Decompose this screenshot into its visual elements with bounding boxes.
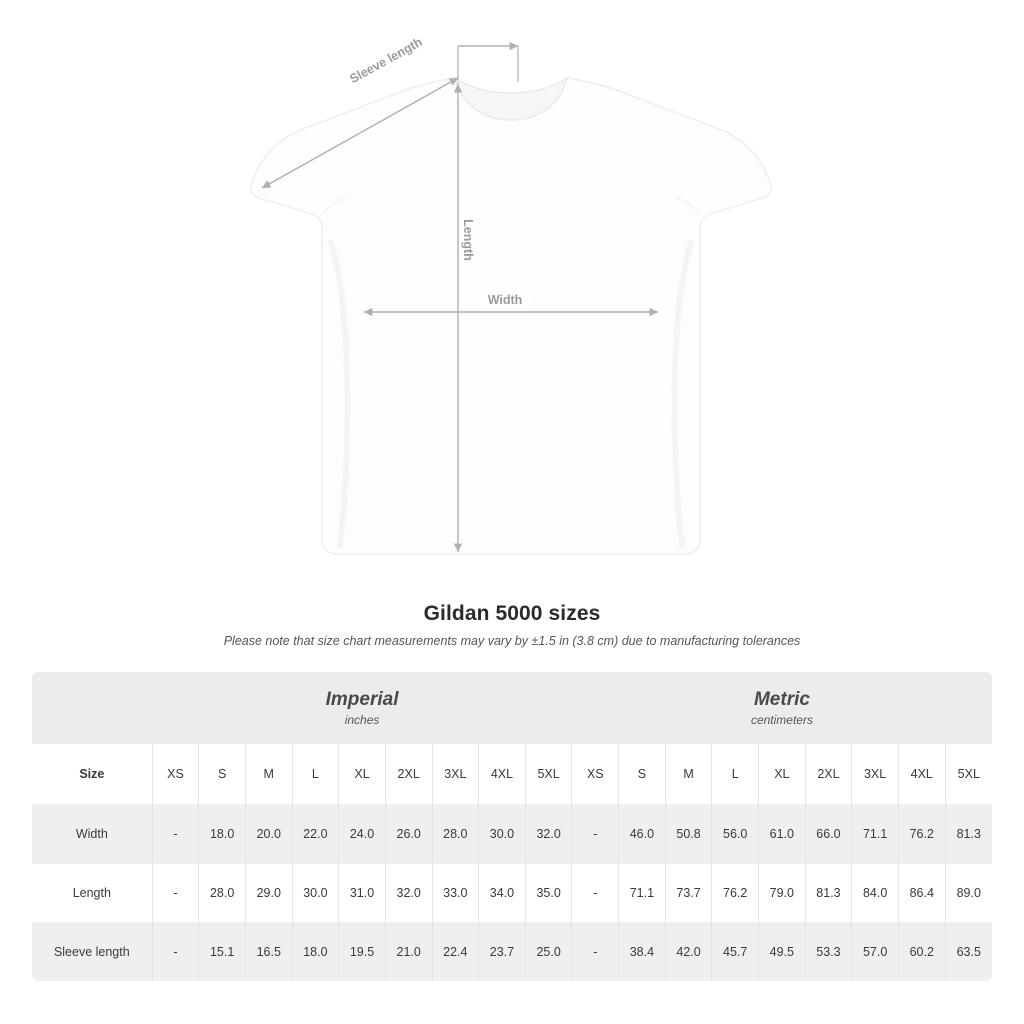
sleeve-imperial-4xl: 23.7	[479, 922, 526, 981]
sleeve-metric-4xl: 60.2	[898, 922, 945, 981]
size-imperial-3xl: 3XL	[432, 744, 479, 804]
sleeve-metric-m: 42.0	[665, 922, 712, 981]
sleeve-imperial-xl: 19.5	[339, 922, 386, 981]
width-metric-4xl: 76.2	[898, 804, 945, 863]
table-row	[32, 922, 992, 981]
width-imperial-l: 22.0	[292, 804, 339, 863]
width-metric-xs: -	[572, 804, 619, 863]
size-imperial-m: M	[245, 744, 292, 804]
table-row	[32, 804, 992, 863]
size-metric-4xl: 4XL	[898, 744, 945, 804]
width-metric-s: 46.0	[619, 804, 666, 863]
sleeve-metric-l: 45.7	[712, 922, 759, 981]
table-corner-cell	[32, 672, 152, 744]
length-metric-s: 71.1	[619, 863, 666, 922]
length-imperial-l: 30.0	[292, 863, 339, 922]
size-table-wrapper	[32, 672, 992, 981]
size-metric-l: L	[712, 744, 759, 804]
width-imperial-s: 18.0	[199, 804, 246, 863]
page-title: Gildan 5000 sizes	[423, 602, 601, 625]
width-imperial-4xl: 30.0	[479, 804, 526, 863]
system-name-metric: Metric	[753, 688, 810, 710]
size-metric-m: M	[665, 744, 712, 804]
sleeve-length-label: Sleeve length	[347, 34, 425, 87]
sleeve-imperial-s: 15.1	[199, 922, 246, 981]
sleeve-metric-2xl: 53.3	[805, 922, 852, 981]
size-metric-xs: XS	[572, 744, 619, 804]
width-metric-xl: 61.0	[759, 804, 806, 863]
size-imperial-s: S	[199, 744, 246, 804]
tshirt-shape	[251, 78, 771, 554]
sleeve-imperial-m: 16.5	[245, 922, 292, 981]
width-imperial-3xl: 28.0	[432, 804, 479, 863]
width-metric-m: 50.8	[665, 804, 712, 863]
system-header-row	[32, 672, 992, 744]
size-imperial-2xl: 2XL	[385, 744, 432, 804]
size-metric-xl: XL	[759, 744, 806, 804]
length-metric-5xl: 89.0	[945, 863, 992, 922]
length-imperial-2xl: 32.0	[385, 863, 432, 922]
length-metric-4xl: 86.4	[898, 863, 945, 922]
size-metric-2xl: 2XL	[805, 744, 852, 804]
length-imperial-xs: -	[152, 863, 199, 922]
length-metric-xl: 79.0	[759, 863, 806, 922]
sleeve-metric-xl: 49.5	[759, 922, 806, 981]
sleeve-imperial-3xl: 22.4	[432, 922, 479, 981]
length-metric-3xl: 84.0	[852, 863, 899, 922]
length-imperial-3xl: 33.0	[432, 863, 479, 922]
length-metric-l: 76.2	[712, 863, 759, 922]
system-header-metric	[572, 672, 992, 744]
width-label: Width	[487, 293, 523, 307]
length-label: Length	[461, 219, 475, 261]
width-imperial-xs: -	[152, 804, 199, 863]
system-header-imperial	[152, 672, 572, 744]
width-metric-l: 56.0	[712, 804, 759, 863]
row-label-width: Width	[32, 804, 152, 863]
length-imperial-xl: 31.0	[339, 863, 386, 922]
length-imperial-5xl: 35.0	[525, 863, 572, 922]
size-imperial-xs: XS	[152, 744, 199, 804]
system-name-imperial: Imperial	[325, 688, 399, 710]
length-imperial-4xl: 34.0	[479, 863, 526, 922]
sleeve-imperial-xs: -	[152, 922, 199, 981]
sleeve-metric-3xl: 57.0	[852, 922, 899, 981]
size-metric-5xl: 5XL	[945, 744, 992, 804]
sleeve-imperial-5xl: 25.0	[525, 922, 572, 981]
sleeve-metric-5xl: 63.5	[945, 922, 992, 981]
width-imperial-5xl: 32.0	[525, 804, 572, 863]
system-unit-metric: centimeters	[750, 713, 813, 728]
sleeve-imperial-l: 18.0	[292, 922, 339, 981]
row-label-length: Length	[32, 863, 152, 922]
system-unit-imperial: inches	[344, 713, 380, 728]
sleeve-metric-xs: -	[572, 922, 619, 981]
sleeve-imperial-2xl: 21.0	[385, 922, 432, 981]
tolerance-note: Please note that size chart measurements may vary by ±1.5 in (3.8 cm) due to manufacturing tolerances	[223, 634, 801, 648]
width-imperial-2xl: 26.0	[385, 804, 432, 863]
row-label-sleeve-length: Sleeve length	[32, 922, 152, 981]
length-metric-m: 73.7	[665, 863, 712, 922]
width-metric-3xl: 71.1	[852, 804, 899, 863]
size-imperial-5xl: 5XL	[525, 744, 572, 804]
width-metric-2xl: 66.0	[805, 804, 852, 863]
table-row	[32, 863, 992, 922]
length-imperial-s: 28.0	[199, 863, 246, 922]
size-imperial-l: L	[292, 744, 339, 804]
sleeve-metric-s: 38.4	[619, 922, 666, 981]
size-chart-table	[32, 672, 992, 981]
size-metric-3xl: 3XL	[852, 744, 899, 804]
size-imperial-xl: XL	[339, 744, 386, 804]
length-imperial-m: 29.0	[245, 863, 292, 922]
width-imperial-m: 20.0	[245, 804, 292, 863]
size-header-row	[32, 744, 992, 804]
width-imperial-xl: 24.0	[339, 804, 386, 863]
width-metric-5xl: 81.3	[945, 804, 992, 863]
length-metric-2xl: 81.3	[805, 863, 852, 922]
size-header-label: Size	[32, 744, 152, 804]
size-metric-s: S	[619, 744, 666, 804]
length-metric-xs: -	[572, 863, 619, 922]
size-imperial-4xl: 4XL	[479, 744, 526, 804]
